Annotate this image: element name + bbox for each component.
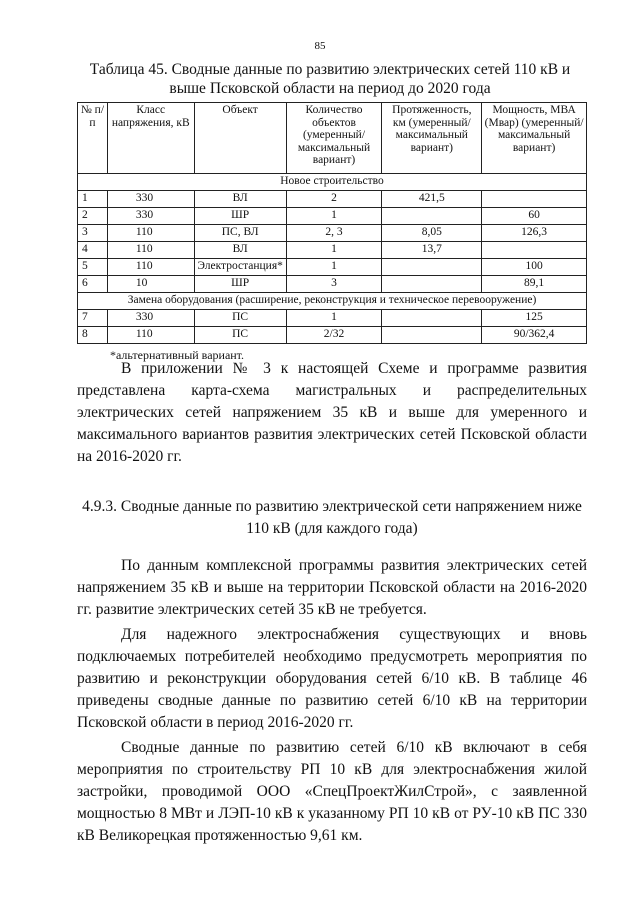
section-row xyxy=(78,174,587,191)
table-cell: 2 xyxy=(286,191,382,208)
section-row xyxy=(78,293,587,310)
table-cell: 125 xyxy=(482,310,587,327)
table-cell: 7 xyxy=(78,310,108,327)
table-cell xyxy=(382,327,482,344)
table-cell: 110 xyxy=(107,327,194,344)
table-row xyxy=(78,225,587,242)
table-cell: 1 xyxy=(78,191,108,208)
table-header-row xyxy=(78,103,587,174)
table-cell: ВЛ xyxy=(194,242,286,259)
table-cell: 10 xyxy=(107,276,194,293)
table-row xyxy=(78,310,587,327)
table-cell: 421,5 xyxy=(382,191,482,208)
data-table xyxy=(77,102,587,344)
table-cell: 89,1 xyxy=(482,276,587,293)
paragraph: Для надежного электроснабжения существующих и вновь подключаемых потребителей необходимо предусмотреть мероприятия по развитию и реконструкции оборудования сетей 6/10 кВ. В таблице 46 приведены сводные данные по развитию сетей 6/10 кВ на территории Псковской области в период 2016-2020 гг. xyxy=(77,626,587,731)
paragraph: В приложении № 3 к настоящей Схеме и программе развития представлена карта-схема магистральных и распределительных электрических сетей напряжением 35 кВ и выше для умеренного и максимального вариантов развития электрических сетей Псковской области на 2016-2020 гг. xyxy=(77,360,587,465)
table-cell xyxy=(482,191,587,208)
table-cell: ШР xyxy=(194,276,286,293)
table-cell: Электростанция* xyxy=(194,259,286,276)
table-cell: 330 xyxy=(107,208,194,225)
table-row xyxy=(78,259,587,276)
table-cell: 2/32 xyxy=(286,327,382,344)
table-cell: 2, 3 xyxy=(286,225,382,242)
table-cell: 8 xyxy=(78,327,108,344)
column-header: Класс напряжения, кВ xyxy=(107,103,194,174)
table-cell: 4 xyxy=(78,242,108,259)
table-cell xyxy=(382,310,482,327)
table-cell: 8,05 xyxy=(382,225,482,242)
table-cell: 1 xyxy=(286,259,382,276)
table-row xyxy=(78,242,587,259)
table-cell xyxy=(382,208,482,225)
table-cell: 126,3 xyxy=(482,225,587,242)
table-cell: 1 xyxy=(286,208,382,225)
table-cell xyxy=(382,276,482,293)
table-cell: 60 xyxy=(482,208,587,225)
table-row xyxy=(78,327,587,344)
table-row xyxy=(78,276,587,293)
column-header: № п/п xyxy=(78,103,108,174)
table-cell: 1 xyxy=(286,310,382,327)
table-row xyxy=(78,208,587,225)
table-cell: 90/362,4 xyxy=(482,327,587,344)
table-cell: 2 xyxy=(78,208,108,225)
table-caption: Таблица 45. Сводные данные по развитию электрических сетей 110 кВ и выше Псковской области на период до 2020 года xyxy=(89,61,571,97)
section-title: Замена оборудования (расширение, реконструкция и техническое перевооружение) xyxy=(78,293,587,310)
table-cell: 110 xyxy=(107,225,194,242)
table-cell: ПС xyxy=(194,310,286,327)
table-cell: 330 xyxy=(107,310,194,327)
table-cell: 1 xyxy=(286,242,382,259)
table-cell: 110 xyxy=(107,242,194,259)
table-cell xyxy=(382,259,482,276)
table-row xyxy=(78,191,587,208)
table-cell: 3 xyxy=(286,276,382,293)
column-header: Количество объектов (умеренный/ максимальный вариант) xyxy=(286,103,382,174)
table-footnote: *альтернативный вариант. xyxy=(110,348,245,362)
table-cell: 6 xyxy=(78,276,108,293)
table-cell xyxy=(482,242,587,259)
table-cell: 100 xyxy=(482,259,587,276)
table-cell: 110 xyxy=(107,259,194,276)
table-cell: 330 xyxy=(107,191,194,208)
table-cell: 5 xyxy=(78,259,108,276)
table-cell: 3 xyxy=(78,225,108,242)
column-header: Объект xyxy=(194,103,286,174)
table-cell: 13,7 xyxy=(382,242,482,259)
column-header: Мощность, МВА (Мвар) (умеренный/ максимальный вариант) xyxy=(482,103,587,174)
column-header: Протяженность, км (умеренный/ максимальный вариант) xyxy=(382,103,482,174)
table-cell: ШР xyxy=(194,208,286,225)
table-cell: ВЛ xyxy=(194,191,286,208)
section-title: Новое строительство xyxy=(78,174,587,191)
page-number: 85 xyxy=(314,40,326,52)
table-cell: ПС xyxy=(194,327,286,344)
section-heading: 4.9.3. Сводные данные по развитию электрической сети напряжением ниже 110 кВ (для каждого года) xyxy=(82,498,582,537)
paragraph: Сводные данные по развитию сетей 6/10 кВ включают в себя мероприятия по строительству РП 10 кВ для электроснабжения жилой застройки, проводимой ООО «СпецПроектЖилСтрой», с заявленной мощностью 8 МВт и ЛЭП-10 кВ к указанному РП 10 кВ от РУ-10 кВ ПС 330 кВ Великорецкая протяженностью 9,61 км. xyxy=(77,739,587,844)
paragraph: По данным комплексной программы развития электрических сетей напряжением 35 кВ и выше на территории Псковской области на 2016-2020 гг. развитие электрических сетей 35 кВ не требуется. xyxy=(77,557,587,618)
table-cell: ПС, ВЛ xyxy=(194,225,286,242)
